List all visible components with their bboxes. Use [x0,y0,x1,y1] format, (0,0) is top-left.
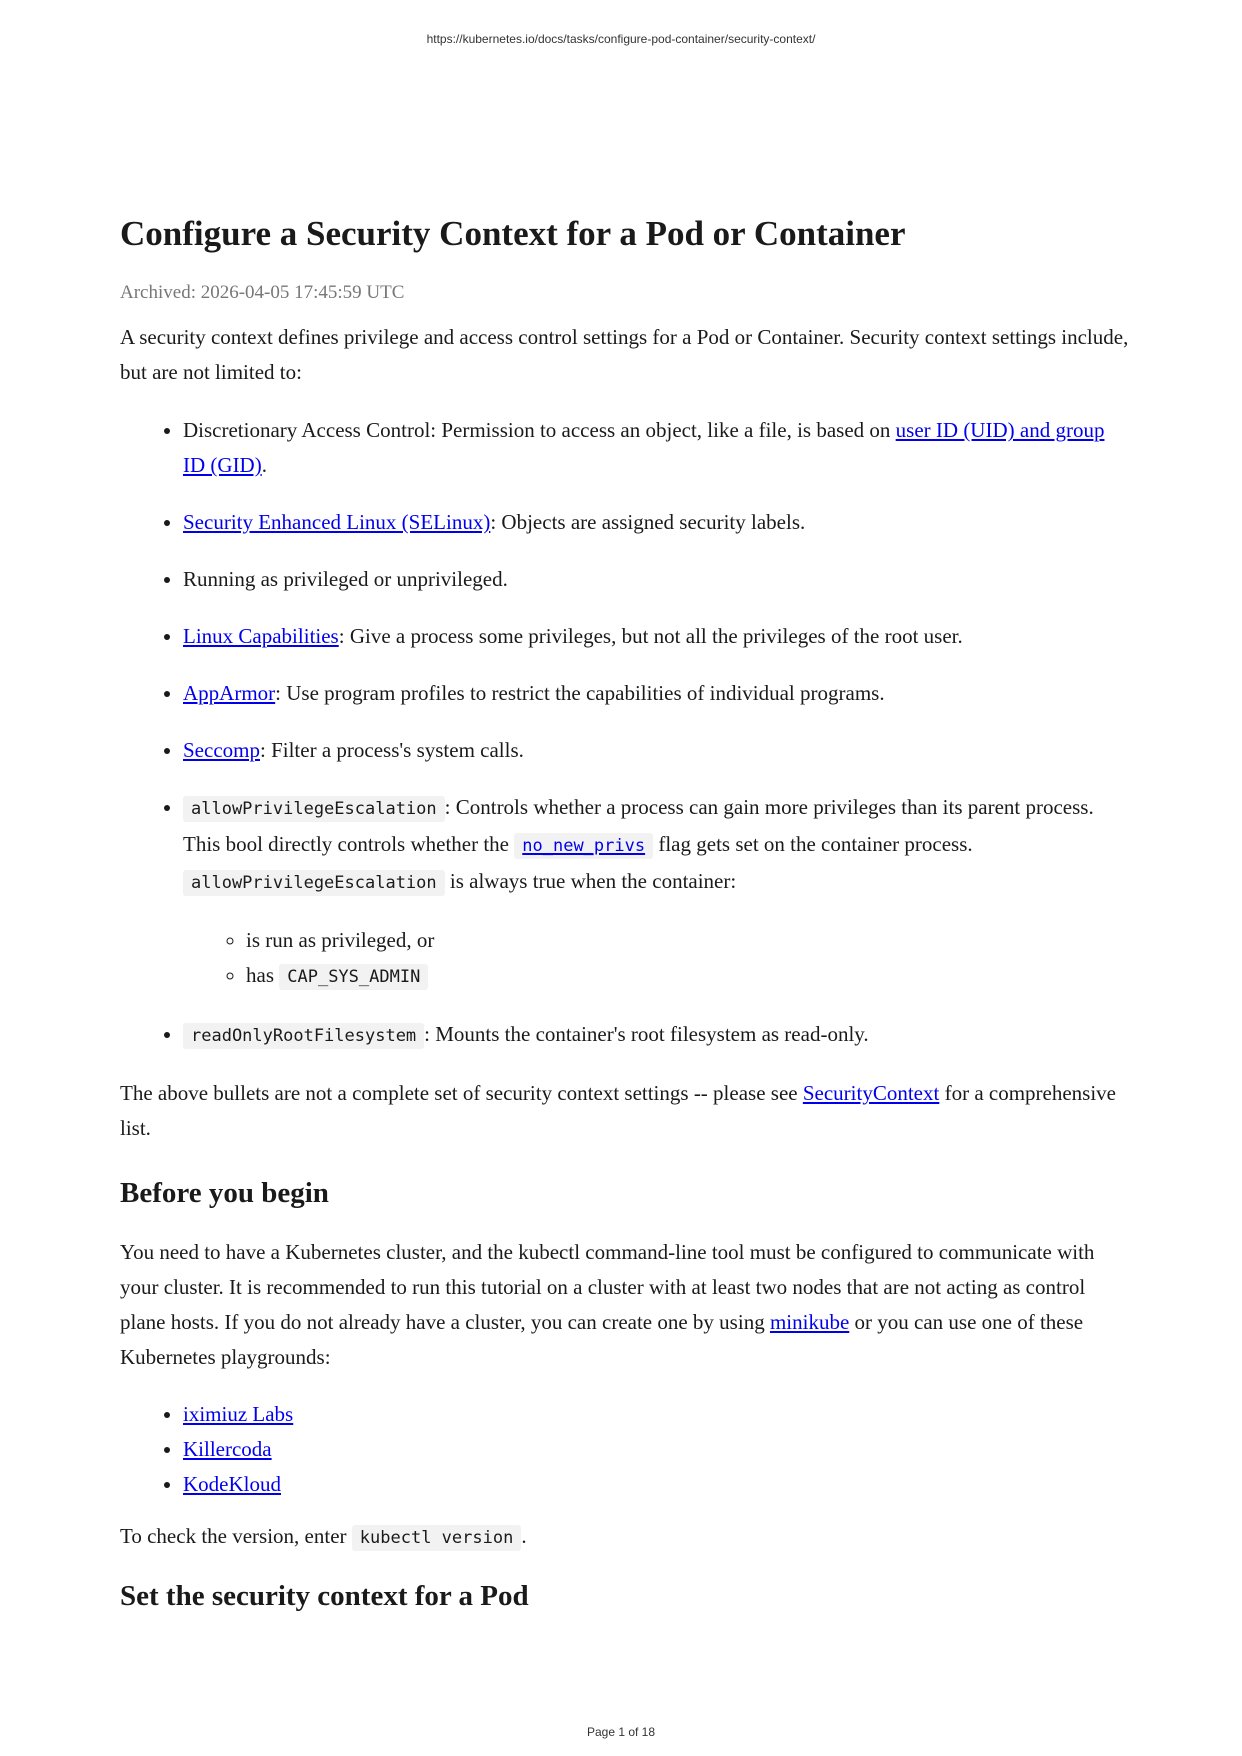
list-item-apparmor: • AppArmor: Use program profiles to restrict the capabilities of individual programs. [183,676,1130,711]
killercoda-link[interactable]: Killercoda [183,1437,272,1461]
heading-set-security-context: Set the security context for a Pod [120,1580,529,1612]
list-item-privileged: • Running as privileged or unprivileged. [183,562,1130,597]
apparmor-link[interactable]: AppArmor [183,681,276,705]
code-allow-privilege-escalation-2: allowPrivilegeEscalation [183,870,445,896]
list-item-read-only-root-fs: • readOnlyRootFilesystem : Mounts the container's root filesystem as read-only. [183,1017,1130,1054]
no-new-privs-link[interactable]: no_new_privs [514,832,653,856]
list-item [183,1397,1130,1432]
list-item-selinux: • Security Enhanced Linux (SELinux): Objects are assigned security labels. [183,505,1130,540]
sub-item-cap-sys-admin: ◦ has CAP_SYS_ADMIN [246,958,1130,995]
page-title: Configure a Security Context for a Pod or Container [120,214,906,253]
sub-item-privileged: ◦ is run as privileged, or [246,923,1130,958]
heading-before-you-begin: Before you begin [120,1177,329,1209]
code-cap-sys-admin: CAP_SYS_ADMIN [279,964,428,990]
after-list-paragraph: The above bullets are not a complete set of security context settings -- please see SecurityContext for a comprehensive list. [120,1081,1117,1140]
playgrounds-list [120,1397,1130,1502]
list-item-seccomp: • Seccomp: Filter a process's system calls. [183,733,1130,768]
iximiuz-labs-link[interactable]: iximiuz Labs [183,1402,294,1426]
list-item-allow-privilege-escalation: • allowPrivilegeEscalation : Controls whether a process can gain more privileges than its parent process. This bool directly controls whether the no_new_privs flag gets set on the container process. allowPrivilegeEscalation is always true when the container: ◦ is run as privileged, or ◦ has CAP_SYS_ADMIN [183,790,1130,995]
minikube-link[interactable]: minikube [769,1310,850,1334]
article [120,210,1130,1616]
security-settings-list [120,413,1130,1054]
code-read-only-root-filesystem: readOnlyRootFilesystem [183,1023,424,1049]
linux-capabilities-link[interactable]: Linux Capabilities [183,624,339,648]
kodekloud-link[interactable]: KodeKloud [183,1472,281,1496]
archived-timestamp: Archived: 2026-04-05 17:45:59 UTC [120,282,405,303]
page-number: Page 1 of 18 [586,1725,656,1739]
code-allow-privilege-escalation: allowPrivilegeEscalation [183,796,445,822]
selinux-link[interactable]: Security Enhanced Linux (SELinux) [183,510,491,534]
list-item-capabilities: • Linux Capabilities: Give a process some privileges, but not all the privileges of the root user. [183,619,1130,654]
intro-paragraph: A security context defines privilege and access control settings for a Pod or Container. Security context settings include, but are not limited to: [120,325,1129,384]
version-paragraph: To check the version, enter kubectl version . [120,1519,1130,1556]
list-item [183,1432,1130,1467]
before-begin-paragraph: You need to have a Kubernetes cluster, and the kubectl command-line tool must be configured to communicate with your cluster. It is recommended to run this tutorial on a cluster with at least two nodes that are not acting as control plane hosts. If you do not already have a cluster, you can create one by using minikube or you can use one of these Kubernetes playgrounds: [120,1240,1095,1369]
seccomp-link[interactable]: Seccomp [183,738,260,762]
uid-gid-link[interactable]: user ID (UID) and group ID (GID) [183,418,1105,477]
list-item [183,1467,1130,1502]
page-url-header: https://kubernetes.io/docs/tasks/configure-pod-container/security-context/ [426,32,816,46]
list-item-dac: • Discretionary Access Control: Permission to access an object, like a file, is based on user ID (UID) and group ID (GID). [183,413,1130,483]
security-context-link[interactable]: SecurityContext [802,1081,940,1105]
privilege-conditions-list [183,923,1130,995]
code-kubectl-version: kubectl version [352,1525,522,1551]
